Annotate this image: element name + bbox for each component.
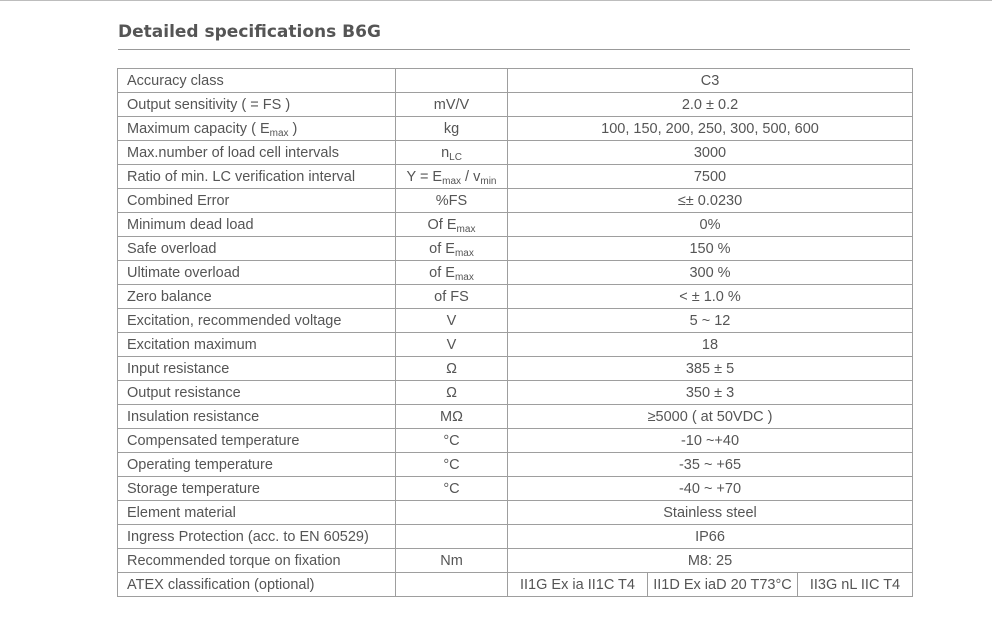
param-name: Storage temperature: [118, 477, 396, 501]
unit-subscript-2: min: [480, 175, 497, 187]
table-row: [118, 285, 913, 309]
param-unit: [396, 237, 508, 261]
top-border-line: [0, 0, 992, 1]
atex-value-ii1g: II1G Ex ia II1C T4: [508, 573, 648, 597]
unit-text-mid: / v: [461, 168, 481, 185]
param-name: ATEX classification (optional): [118, 573, 396, 597]
param-value: -35 ~ +65: [508, 453, 913, 477]
table-row: [118, 333, 913, 357]
table-row: [118, 237, 913, 261]
table-row: [118, 165, 913, 189]
param-value: 385 ± 5: [508, 357, 913, 381]
param-unit: MΩ: [396, 405, 508, 429]
table-row: [118, 261, 913, 285]
param-value: 350 ± 3: [508, 381, 913, 405]
unit-subscript: LC: [449, 151, 462, 163]
param-name: Operating temperature: [118, 453, 396, 477]
table-row: [118, 141, 913, 165]
table-row: [118, 573, 913, 597]
param-value: ≤± 0.0230: [508, 189, 913, 213]
param-value: 2.0 ± 0.2: [508, 93, 913, 117]
param-unit: °C: [396, 429, 508, 453]
param-unit: [396, 165, 508, 189]
param-unit: °C: [396, 453, 508, 477]
param-unit: [396, 213, 508, 237]
table-row: [118, 453, 913, 477]
unit-subscript: max: [456, 223, 476, 235]
param-value: Stainless steel: [508, 501, 913, 525]
param-name: Accuracy class: [118, 69, 396, 93]
unit-subscript: max: [454, 247, 474, 259]
param-name: Ratio of min. LC verification interval: [118, 165, 396, 189]
param-name: Ultimate overload: [118, 261, 396, 285]
param-name: Recommended torque on fixation: [118, 549, 396, 573]
param-unit: Ω: [396, 381, 508, 405]
table-row: [118, 429, 913, 453]
unit-text: of E: [429, 240, 455, 257]
table-row: [118, 549, 913, 573]
param-value: -40 ~ +70: [508, 477, 913, 501]
param-text-after: ): [288, 120, 298, 137]
table-row: [118, 69, 913, 93]
param-unit: mV/V: [396, 93, 508, 117]
param-unit: °C: [396, 477, 508, 501]
table-row: [118, 525, 913, 549]
param-name: Minimum dead load: [118, 213, 396, 237]
param-value: M8: 25: [508, 549, 913, 573]
param-unit: of FS: [396, 285, 508, 309]
param-name: Output sensitivity ( = FS ): [118, 93, 396, 117]
table-row: [118, 357, 913, 381]
table-row: [118, 213, 913, 237]
param-unit: V: [396, 309, 508, 333]
param-value: 300 %: [508, 261, 913, 285]
table-row: [118, 501, 913, 525]
param-value: ≥5000 ( at 50VDC ): [508, 405, 913, 429]
param-name: [118, 117, 396, 141]
param-unit: kg: [396, 117, 508, 141]
param-value: -10 ~+40: [508, 429, 913, 453]
param-unit: [396, 261, 508, 285]
param-name: Output resistance: [118, 381, 396, 405]
unit-text: Y = E: [406, 168, 443, 185]
unit-text: n: [441, 144, 450, 161]
table-row: [118, 477, 913, 501]
atex-value-ii3g: II3G nL IIC T4: [798, 573, 913, 597]
param-name: Input resistance: [118, 357, 396, 381]
param-subscript: max: [269, 127, 289, 139]
param-unit: [396, 69, 508, 93]
param-value: 18: [508, 333, 913, 357]
param-name: Zero balance: [118, 285, 396, 309]
param-name: Excitation, recommended voltage: [118, 309, 396, 333]
unit-text: of E: [429, 264, 455, 281]
table-row: [118, 309, 913, 333]
table-row: [118, 117, 913, 141]
param-value: 100, 150, 200, 250, 300, 500, 600: [508, 117, 913, 141]
param-value: IP66: [508, 525, 913, 549]
param-value: 7500: [508, 165, 913, 189]
param-unit: [396, 573, 508, 597]
param-name: Max.number of load cell intervals: [118, 141, 396, 165]
unit-subscript: max: [442, 175, 462, 187]
table-row: [118, 93, 913, 117]
unit-subscript: max: [454, 271, 474, 283]
table-row: [118, 189, 913, 213]
param-value: 3000: [508, 141, 913, 165]
param-name: Insulation resistance: [118, 405, 396, 429]
param-unit: Nm: [396, 549, 508, 573]
param-name: Safe overload: [118, 237, 396, 261]
param-value: 0%: [508, 213, 913, 237]
specifications-table: [117, 68, 913, 597]
param-name: Compensated temperature: [118, 429, 396, 453]
param-value: 150 %: [508, 237, 913, 261]
table-row: [118, 405, 913, 429]
param-unit: [396, 141, 508, 165]
param-unit: [396, 525, 508, 549]
param-unit: Ω: [396, 357, 508, 381]
param-name: Element material: [118, 501, 396, 525]
unit-text: Of E: [427, 216, 457, 233]
param-unit: [396, 501, 508, 525]
param-value: < ± 1.0 %: [508, 285, 913, 309]
param-name: Ingress Protection (acc. to EN 60529): [118, 525, 396, 549]
param-name: Excitation maximum: [118, 333, 396, 357]
param-unit: %FS: [396, 189, 508, 213]
table-row: [118, 381, 913, 405]
param-value: C3: [508, 69, 913, 93]
param-unit: V: [396, 333, 508, 357]
title-divider: [118, 49, 910, 50]
atex-value-ii1d: II1D Ex iaD 20 T73°C: [648, 573, 798, 597]
page-title: Detailed specifications B6G: [118, 22, 381, 42]
param-text: Maximum capacity ( E: [127, 120, 270, 137]
param-value: 5 ~ 12: [508, 309, 913, 333]
param-name: Combined Error: [118, 189, 396, 213]
